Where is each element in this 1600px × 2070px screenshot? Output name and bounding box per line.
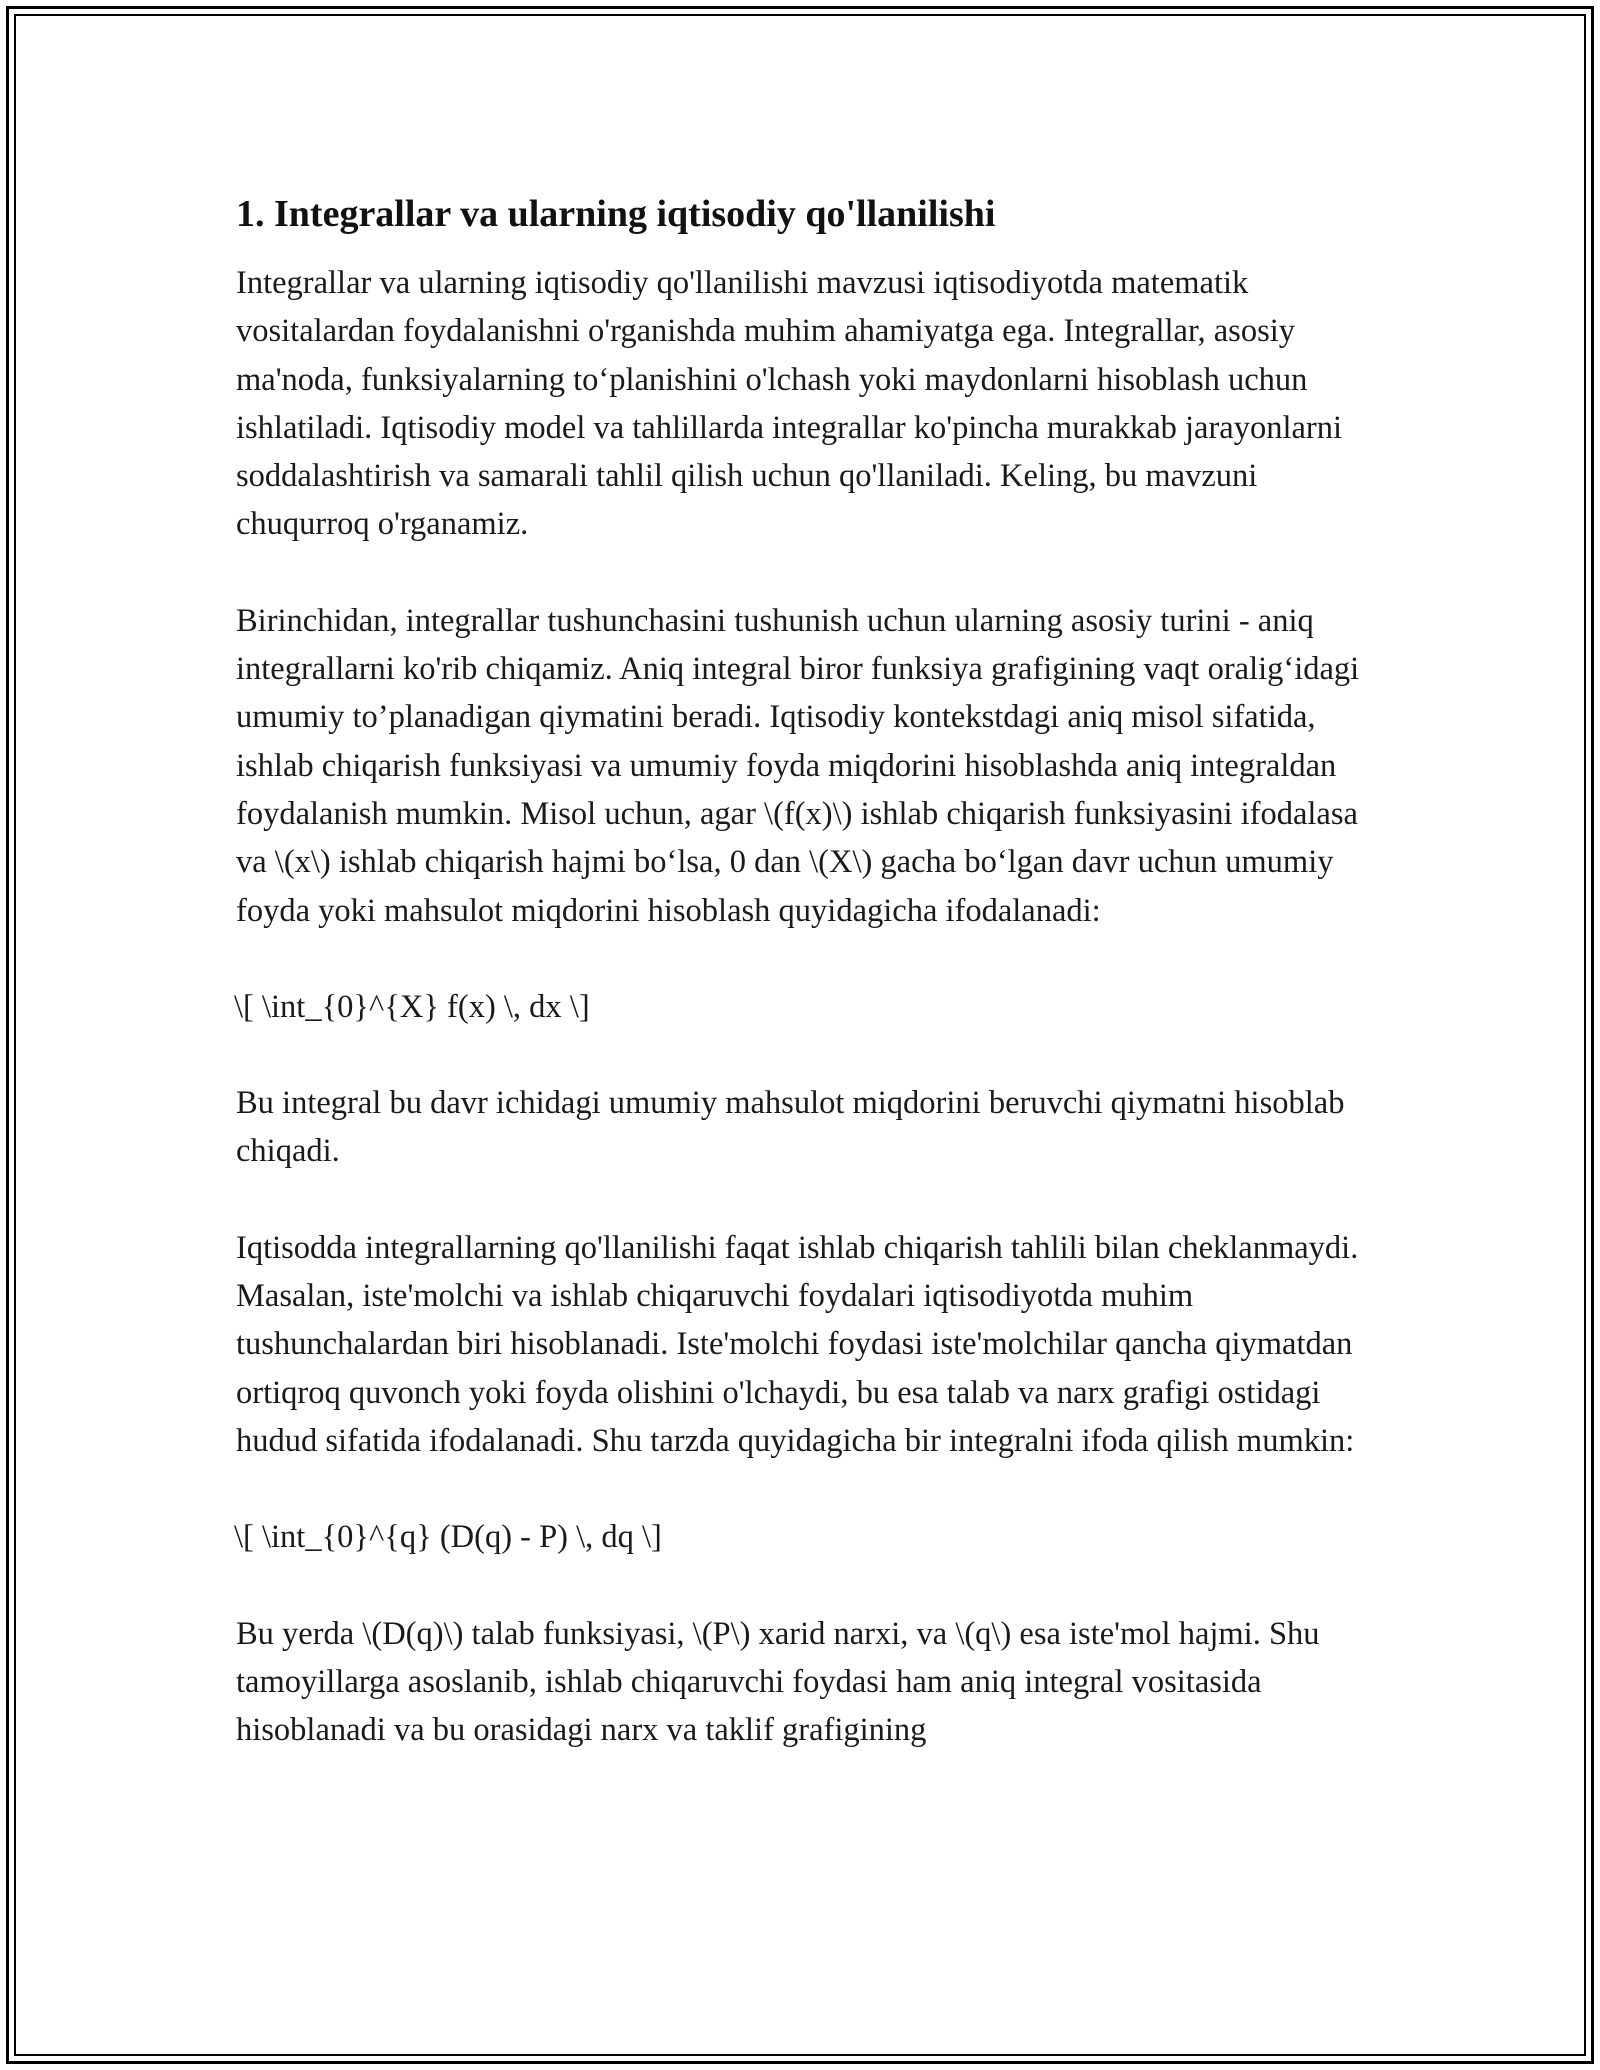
formula-total-output: \[ \int_{0}^{X} f(x) \, dx \] [234, 988, 590, 1025]
paragraph-consumer-surplus: Iqtisodda integrallarning qo'llanilishi faqat ishlab chiqarish tahlili bilan cheklanmaydi. Masalan, iste'molchi va ishlab chiqaruvchi foydalari iqtisodiyotda muhim tushunchalardan biri hisoblanadi. Iste'molchi foydasi iste'molchilar qancha qiymatdan ortiqroq quvonch yoki foyda olishini o'lchaydi, bu esa talab va narx grafigi ostidagi hudud sifatida ifodalanadi. Shu tarzda quyidagicha bir integralni ifoda qilish mumkin: [236, 1229, 1359, 1459]
document-body [236, 180, 1366, 1802]
section-heading: 1. Integrallar va ularning iqtisodiy qo'llanilishi [236, 193, 996, 235]
paragraph-definite-integrals: Birinchidan, integrallar tushunchasini tushunish uchun ularning asosiy turini - aniq integrallarni ko'rib chiqamiz. Aniq integral biror funksiya grafigining vaqt oralig‘idagi umumiy to’planadigan qiymatini beradi. Iqtisodiy kontekstdagi aniq misol sifatida, ishlab chiqarish funksiyasi va umumiy foyda miqdorini hisoblashda aniq integraldan foydalanish mumkin. Misol uchun, agar \(f(x)\) ishlab chiqarish funksiyasini ifodalasa va \(x\) ishlab chiqarish hajmi bo‘lsa, 0 dan \(X\) gacha bo‘lgan davr uchun umumiy foyda yoki mahsulot miqdorini hisoblash quyidagicha ifodalanadi: [236, 602, 1360, 929]
paragraph-integral-explanation: Bu integral bu davr ichidagi umumiy mahsulot miqdorini beruvchi qiymatni hisoblab chiqadi. [236, 1085, 1345, 1170]
paragraph-definitions: Bu yerda \(D(q)\) talab funksiyasi, \(P\) xarid narxi, va \(q\) esa iste'mol hajmi. Shu tamoyillarga asoslanib, ishlab chiqaruvchi foydasi ham aniq integral vositasida hisoblanadi va bu orasidagi narx va taklif grafigining [236, 1615, 1320, 1749]
paragraph-intro: Integrallar va ularning iqtisodiy qo'llanilishi mavzusi iqtisodiyotda matematik vositalardan foydalanishni o'rganishda muhim ahamiyatga ega. Integrallar, asosiy ma'noda, funksiyalarning to‘planishini o'lchash yoki maydonlarni hisoblash uchun ishlatiladi. Iqtisodiy model va tahlillarda integrallar ko'pincha murakkab jarayonlarni soddalashtirish va samarali tahlil qilish uchun qo'llaniladi. Keling, bu mavzuni chuqurroq o'rganamiz. [236, 265, 1342, 543]
formula-consumer-surplus: \[ \int_{0}^{q} (D(q) - P) \, dq \] [234, 1519, 662, 1556]
